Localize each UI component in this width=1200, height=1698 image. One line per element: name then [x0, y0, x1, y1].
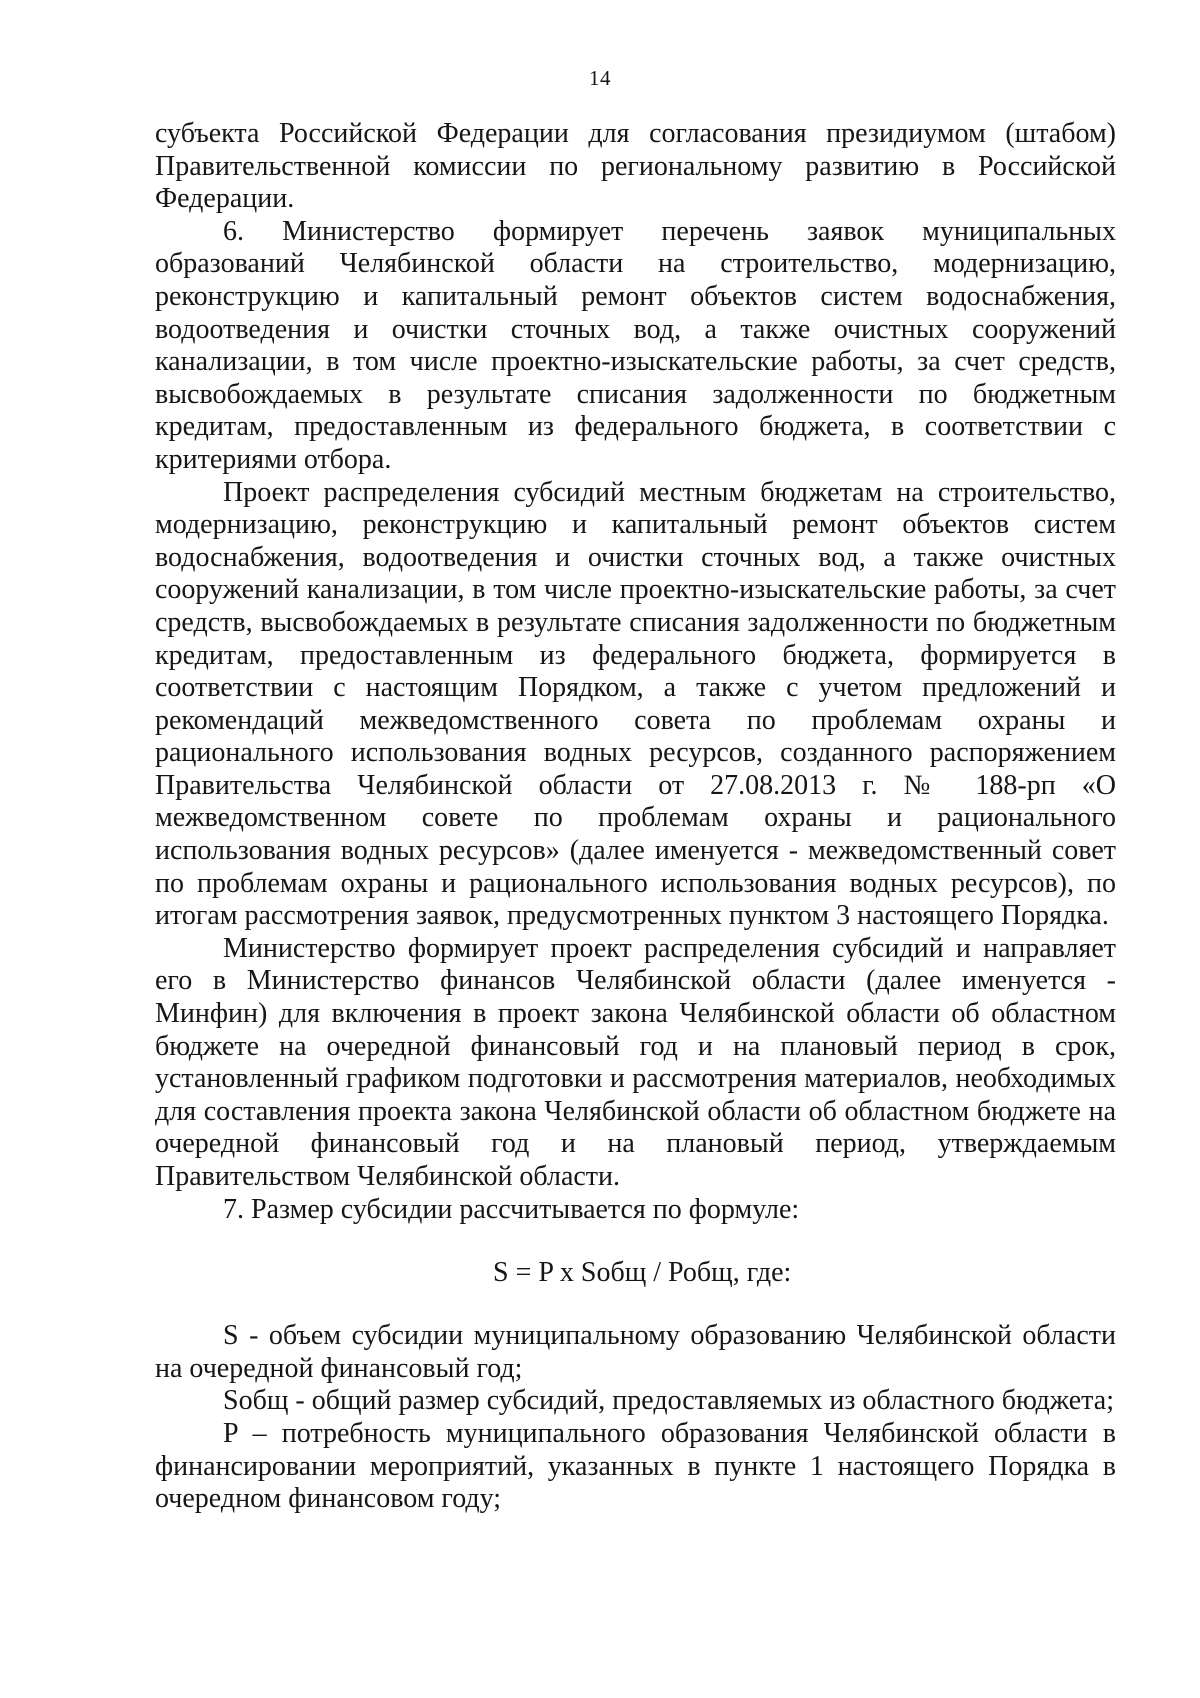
definition-s: S - объем субсидии муниципальному образованию Челябинской области на очередной финансовый год;	[155, 1320, 1116, 1384]
paragraph-continuation: субъекта Российской Федерации для согласования президиумом (штабом) Правительственной комиссии по региональному развитию в Российской Федерации.	[155, 118, 1116, 215]
paragraph-item-7: 7. Размер субсидии рассчитывается по формуле:	[223, 1193, 800, 1225]
document-body	[155, 118, 1116, 1516]
definition-s-total: Sобщ - общий размер субсидий, предоставляемых из областного бюджета;	[223, 1385, 1114, 1417]
subsidy-formula: S = P x Sобщ / Робщ, где:	[493, 1257, 792, 1289]
definition-p: P – потребность муниципального образования Челябинской области в финансировании мероприятий, указанных в пункте 1 настоящего Порядка в очередном финансовом году;	[155, 1417, 1116, 1515]
page-number: 14	[589, 66, 611, 90]
paragraph-item-6: 6. Министерство формирует перечень заявок муниципальных образований Челябинской области на строительство, модернизацию, реконструкцию и капитальный ремонт объектов систем водоснабжения, водоотведения и очистки сточных вод, а также очистных сооружений канализации, в том числе проектно-изыскательские работы, за счет средств, высвобождаемых в результате списания задолженности по бюджетным кредитам, предоставленным из федерального бюджета, в соответствии с критериями отбора.	[155, 215, 1116, 475]
paragraph-ministry-submission: Министерство формирует проект распределения субсидий и направляет его в Министерство финансов Челябинской области (далее именуется - Минфин) для включения в проект закона Челябинской области об областном бюджете на очередной финансовый год и на плановый период в срок, установленный графиком подготовки и рассмотрения материалов, необходимых для составления проекта закона Челябинской области об областном бюджете на очередной финансовый год и на плановый период, утверждаемым Правительством Челябинской области.	[155, 932, 1116, 1192]
paragraph-distribution-project: Проект распределения субсидий местным бюджетам на строительство, модернизацию, реконструкцию и капитальный ремонт объектов систем водоснабжения, водоотведения и очистки сточных вод, а также очистных сооружений канализации, в том числе проектно-изыскательские работы, за счет средств, высвобождаемых в результате списания задолженности по бюджетным кредитам, предоставленным из федерального бюджета, формируется в соответствии с настоящим Порядком, а также с учетом предложений и рекомендаций межведомственного совета по проблемам охраны и рационального использования водных ресурсов, созданного распоряжением Правительства Челябинской области от 27.08.2013 г. № 188-рп «О межведомственном совете по проблемам охраны и рационального использования водных ресурсов» (далее именуется - межведомственный совет по проблемам охраны и рационального использования водных ресурсов), по итогам рассмотрения заявок, предусмотренных пунктом 3 настоящего Порядка.	[155, 476, 1116, 932]
